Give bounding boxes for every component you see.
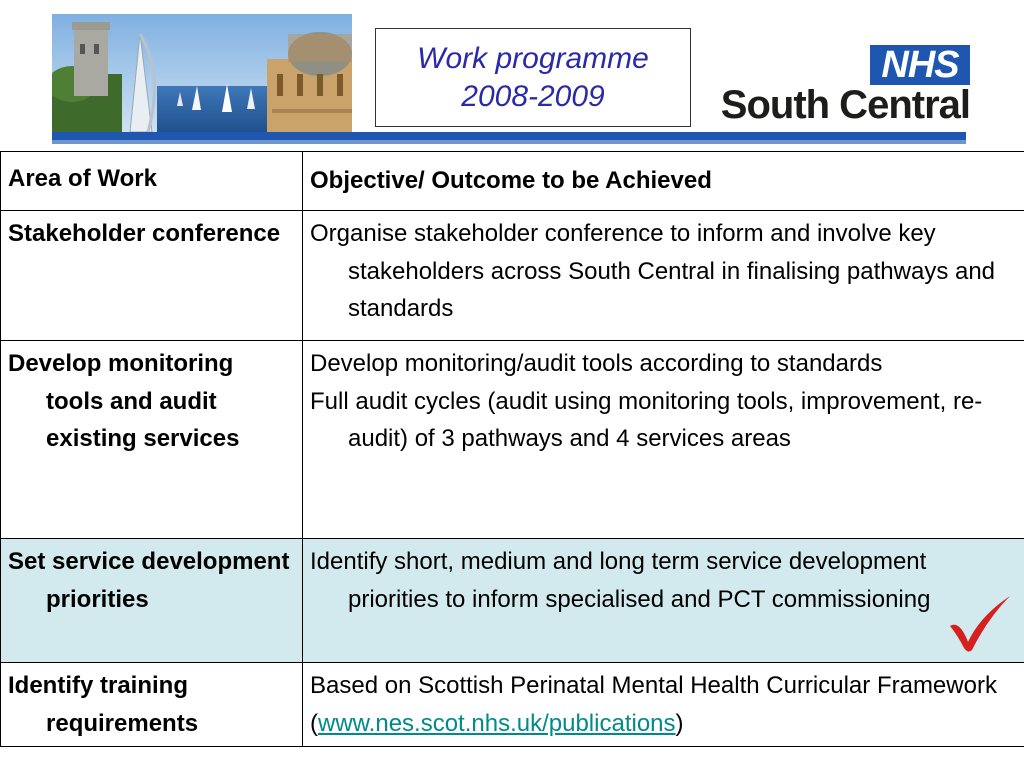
column-header-area: Area of Work [1, 152, 303, 211]
nhs-logo [706, 45, 970, 125]
objective-text: Based on Scottish Perinatal Mental Health Curricular Framework [310, 672, 997, 699]
red-checkmark-icon [944, 592, 1014, 652]
link-open-paren: ( [310, 709, 318, 737]
table-header-row [1, 152, 1024, 211]
table-row-highlighted [1, 539, 1024, 663]
objective-text: Full audit cycles (audit using monitoring tools, improvement, re-audit) of 3 pathways and 4 services areas [310, 387, 983, 452]
nhs-logo-box: NHS [870, 45, 970, 85]
slide-title-line1: Work programme [417, 41, 649, 75]
objective-text: Develop monitoring/audit tools according to standards [310, 350, 883, 377]
header-divider-bar [52, 132, 966, 144]
publications-link[interactable]: www.nes.scot.nhs.uk/publications [318, 709, 676, 737]
area-cell: Identify training requirements [8, 672, 199, 737]
column-header-objective: Objective/ Outcome to be Achieved [303, 152, 1024, 211]
objective-text: Organise stakeholder conference to inform and involve key stakeholders across South Central in finalising pathways and standards [310, 220, 996, 322]
link-close-paren: ) [675, 709, 684, 737]
nhs-logo-region: South Central [720, 83, 970, 127]
slide-title-line2: 2008-2009 [461, 79, 605, 113]
table-row [1, 663, 1024, 747]
table-row [1, 211, 1024, 341]
landmarks-banner-image [52, 14, 352, 134]
reference-line [310, 705, 1018, 743]
area-cell: Stakeholder conference [8, 220, 281, 247]
slide-header [0, 0, 1024, 152]
area-cell: Develop monitoring tools and audit existing services [8, 350, 240, 452]
table-row [1, 341, 1024, 539]
objective-text: Identify short, medium and long term service development priorities to inform specialised and PCT commissioning [310, 548, 931, 613]
area-cell: Set service development priorities [8, 548, 290, 613]
slide-title [375, 28, 691, 127]
work-programme-table [0, 151, 1024, 747]
